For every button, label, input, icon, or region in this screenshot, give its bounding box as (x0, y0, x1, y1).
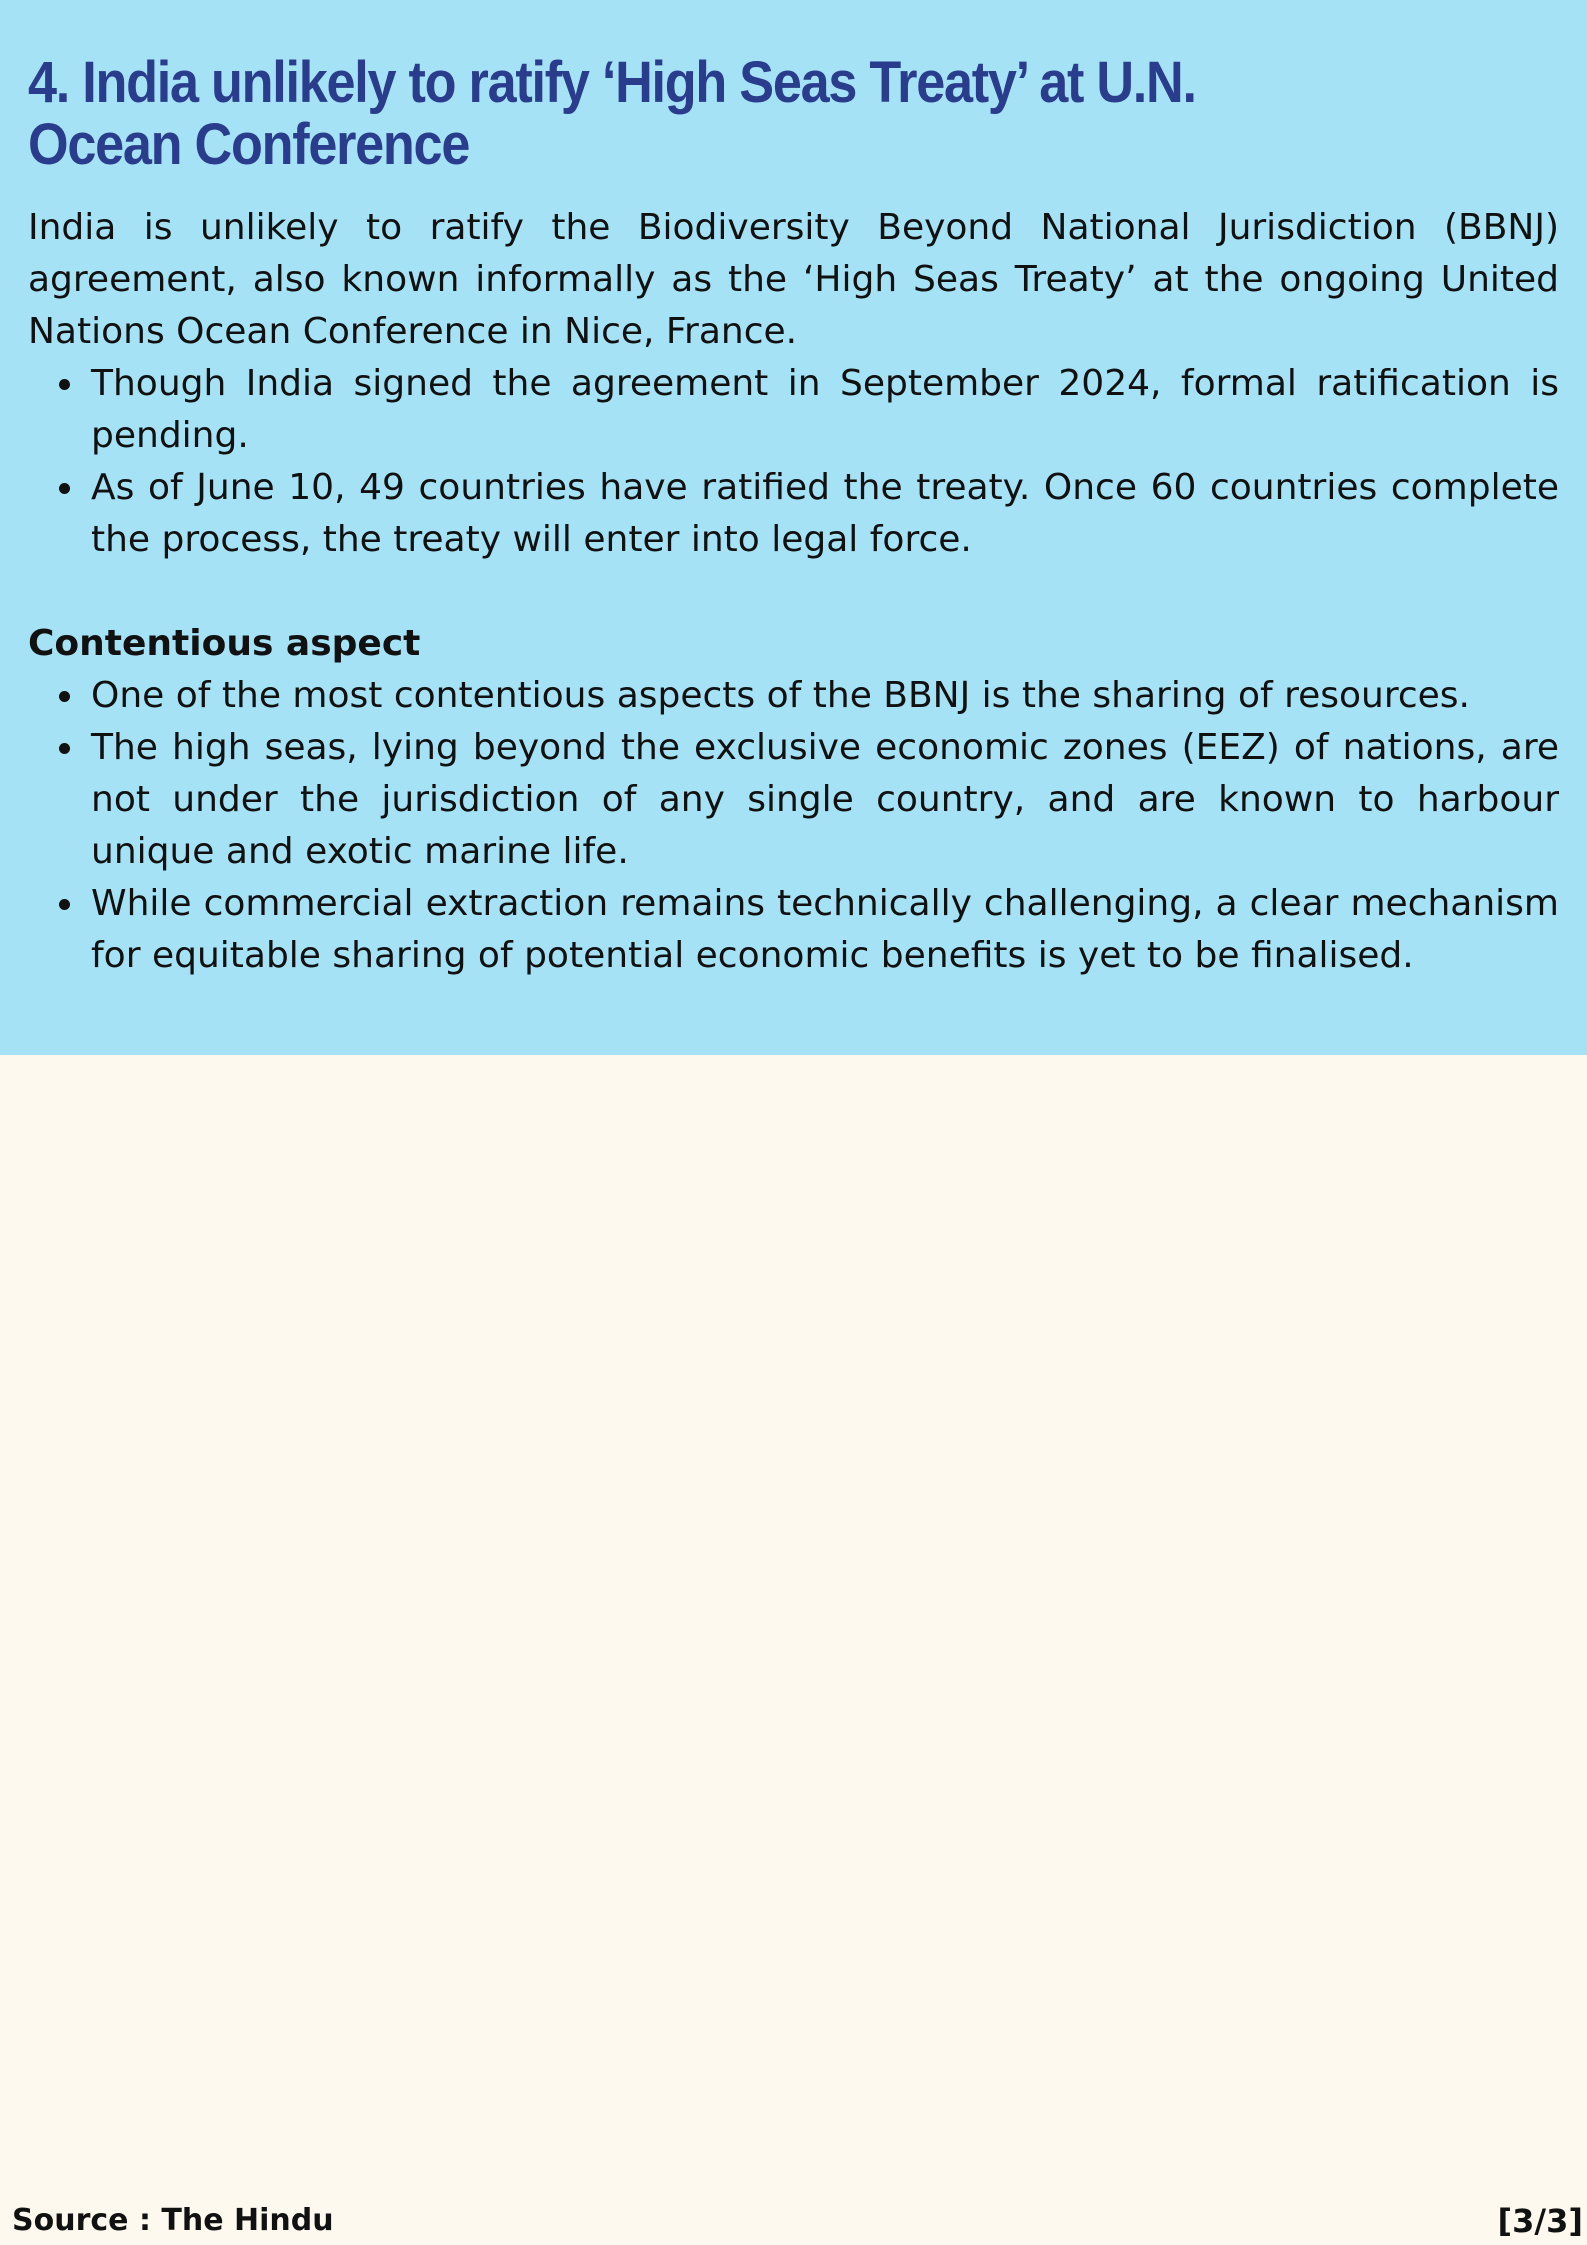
list-item: The high seas, lying beyond the exclusive economic zones (EEZ) of nations, are not under the jurisdiction of any single country, and are known to harbour unique and exotic marine life. (91, 722, 1559, 878)
page-indicator: [3/3] (1497, 2202, 1583, 2240)
list-item: Though India signed the agreement in September 2024, formal ratification is pending. (91, 358, 1559, 462)
article-intro: India is unlikely to ratify the Biodiversity Beyond National Jurisdiction (BBNJ) agreement, also known informally as the ‘High Seas Treaty’ at the ongoing United Nations Ocean Conference in Nice, France. (28, 207, 1559, 352)
article-points-list (28, 358, 1559, 566)
list-item: One of the most contentious aspects of the BBNJ is the sharing of resources. (91, 670, 1559, 722)
article-title: 4. India unlikely to ratify ‘High Seas Treaty’ at U.N. Ocean Conference (28, 50, 1196, 177)
list-item: While commercial extraction remains technically challenging, a clear mechanism for equitable sharing of potential economic benefits is yet to be finalised. (91, 878, 1559, 982)
list-item: As of June 10, 49 countries have ratified the treaty. Once 60 countries complete the process, the treaty will enter into legal force. (91, 462, 1559, 566)
section-heading: Contentious aspect (28, 623, 421, 664)
source-credit: Source : The Hindu (12, 2203, 334, 2238)
article-panel (0, 0, 1587, 1055)
section-points-list (28, 670, 1559, 982)
